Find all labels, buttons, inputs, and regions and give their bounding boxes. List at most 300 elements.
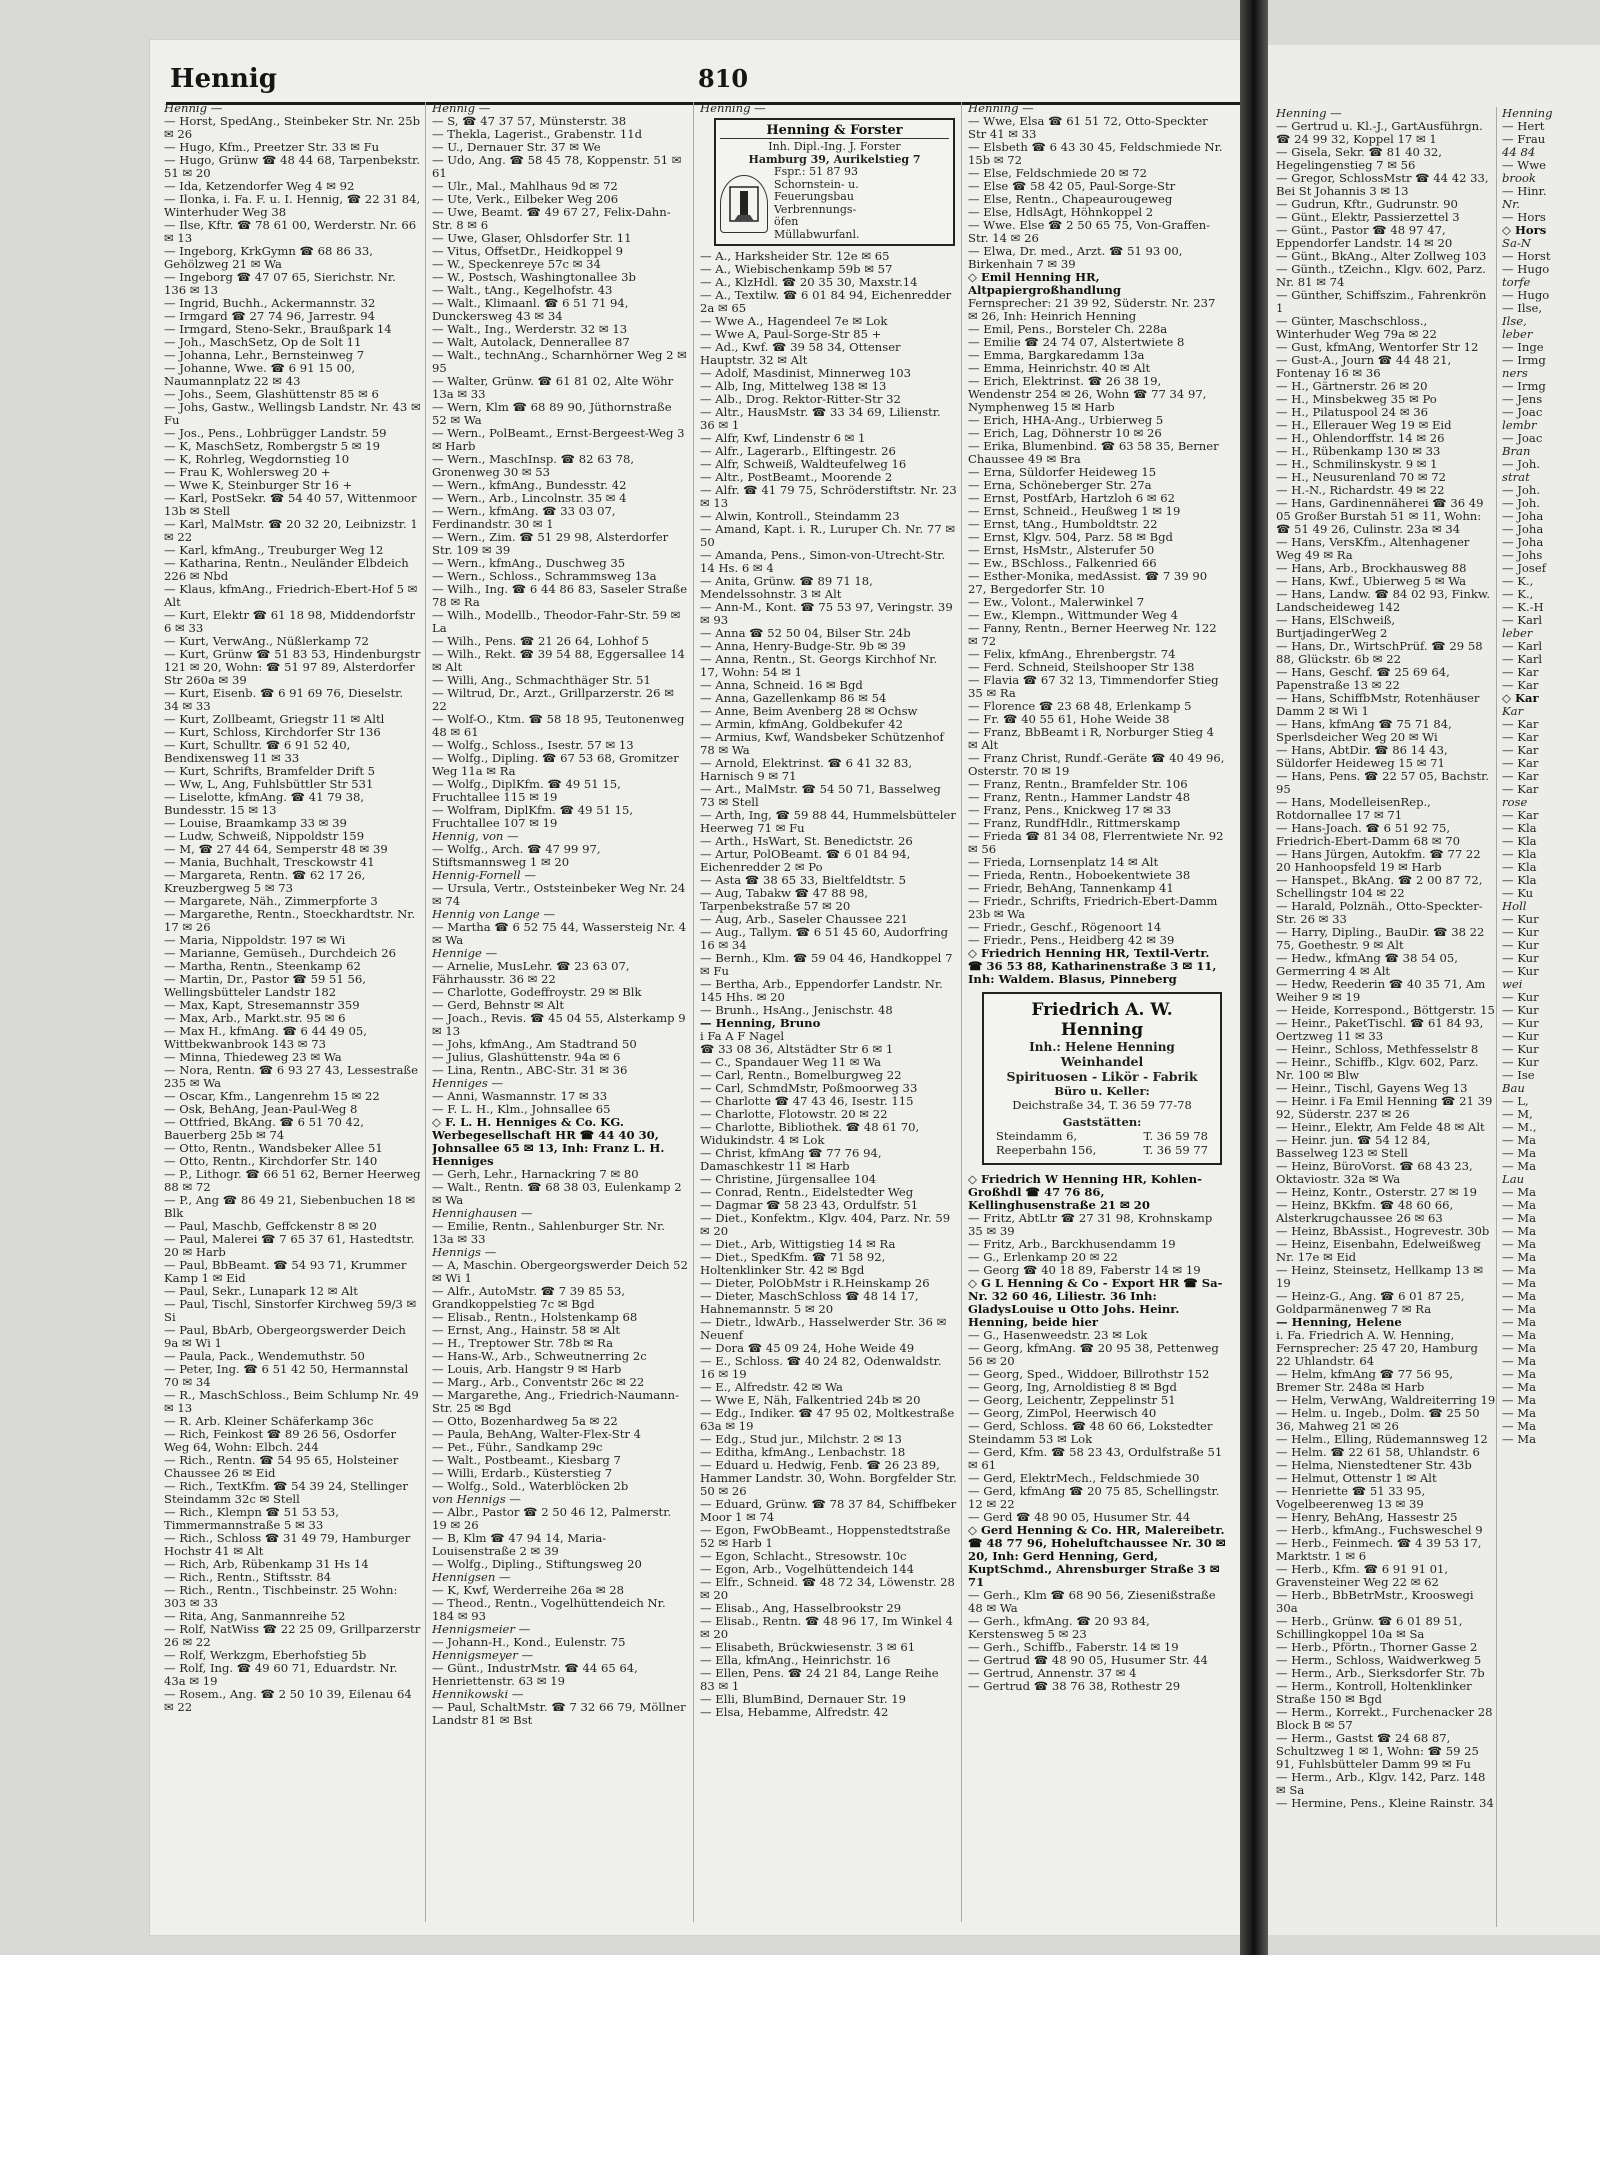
directory-entry: — Rita, Ang, Sanmannreihe 52 — [164, 1609, 346, 1623]
directory-entry: — K.-H — [1502, 600, 1544, 614]
directory-entry: — Bertha, Arb., Eppendorfer Landstr. Nr. 145 Hhs. ✉ 20 — [700, 977, 947, 1004]
directory-entry: — Franz, Rentn., Hammer Landstr 48 — [968, 790, 1191, 804]
directory-entry: — Aug, Tabakw ☎ 47 88 98, Tarpenbekstraße 57 ✉ 20 — [700, 886, 872, 913]
directory-entry: — Kur — [1502, 964, 1539, 978]
directory-entry: — Wern., MaschInsp. ☎ 82 63 78, Gronenweg 30 ✉ 53 — [432, 452, 638, 479]
directory-entry: ◇ Gerd Henning & Co. HR, Malereibetr. ☎ 48 77 96, Hoheluftchaussee Nr. 30 ✉ 20, Inh: Gerd Henning, Gerd, KuptSchmd., Ahrensburger Straße 3 ✉ 71 — [968, 1523, 1230, 1589]
directory-entry: — W., Speckenreye 57c ✉ 34 — [432, 257, 601, 271]
directory-entry: — Rolf, Ing. ☎ 49 60 71, Eduardstr. Nr. 43a ✉ 19 — [164, 1661, 402, 1688]
directory-entry: — Mania, Buchhalt, Tresckowstr 41 — [164, 855, 375, 869]
directory-entry: — Arnelie, MusLehr. ☎ 23 63 07, Fährhausstr. 36 ✉ 22 — [432, 959, 634, 986]
directory-entry: — Fr. ☎ 40 55 61, Hohe Weide 38 — [968, 712, 1170, 726]
directory-entry: lembr — [1502, 418, 1537, 432]
directory-entry: — Ma — [1502, 1250, 1537, 1264]
directory-entry: — Edg., Indiker. ☎ 47 95 02, Moltkestraße 63a ✉ 19 — [700, 1406, 958, 1433]
directory-entry: — Alfr, Kwf, Lindenstr 6 ✉ 1 — [700, 431, 866, 445]
directory-entry: — Carl, SchmdMstr, Poßmoorweg 33 — [700, 1081, 918, 1095]
directory-entry: — Wern., kfmAng. ☎ 33 03 07, Ferdinandstr. 30 ✉ 1 — [432, 504, 620, 531]
directory-entry: Henning — — [968, 102, 1034, 115]
directory-entry: — Wern., Schloss., Schrammsweg 13a — [432, 569, 657, 583]
directory-entry: — Heinr., PaketTischl. ☎ 61 84 93, Oertzweg 11 ✉ 33 — [1276, 1016, 1488, 1043]
directory-entry: — Max H., kfmAng. ☎ 6 44 49 05, Wittbekwanbrook 143 ✉ 73 — [164, 1024, 371, 1051]
directory-entry: — Elsbeth ☎ 6 43 30 45, Feldschmiede Nr. 15b ✉ 72 — [968, 140, 1227, 167]
directory-entry: — Ku — [1502, 886, 1534, 900]
directory-entry: — Johs — [1502, 548, 1543, 562]
directory-entry: — Kur — [1502, 1029, 1539, 1043]
directory-entry: — Wilh., Modellb., Theodor-Fahr-Str. 59 ✉ La — [432, 608, 685, 635]
directory-entry: — Herm., Arb., Sierksdorfer Str. 7b — [1276, 1666, 1485, 1680]
directory-entry: — Marianne, Gemüseh., Durchdeich 26 — [164, 946, 396, 960]
directory-entry: — Carl, Rentn., Bomelburgweg 22 — [700, 1068, 902, 1082]
directory-entry: — E., Alfredstr. 42 ✉ Wa — [700, 1380, 843, 1394]
directory-entry: — Gerd, ElektrMech., Feldschmiede 30 — [968, 1471, 1200, 1485]
directory-entry: — Günth., tZeichn., Klgv. 602, Parz. Nr. 81 ✉ 74 — [1276, 262, 1490, 289]
directory-entry: — Günter, Maschschloss., Winterhuder Weg 79a ✉ 22 — [1276, 314, 1437, 341]
directory-entry: — Walt., technAng., Scharnhörner Weg 2 ✉ 95 — [432, 348, 691, 375]
directory-entry: — Paula, BehAng, Walter-Flex-Str 4 — [432, 1427, 641, 1441]
directory-entry: — Fritz, AbtLtr ☎ 27 31 98, Krohnskamp 35 ✉ 39 — [968, 1211, 1216, 1238]
directory-entry: — Else, Feldschmiede 20 ✉ 72 — [968, 166, 1148, 180]
directory-entry: — Hans, Pens. ☎ 22 57 05, Bachstr. 95 — [1276, 769, 1493, 796]
directory-entry: — Ida, Ketzendorfer Weg 4 ✉ 92 — [164, 179, 355, 193]
directory-entry: — Helm. u. Ingeb., Dolm. ☎ 25 50 36, Mahweg 21 ✉ 26 — [1276, 1406, 1484, 1433]
directory-entry: — Georg, Sped., Widdoer, Billrothstr 152 — [968, 1367, 1210, 1381]
directory-entry: — Egon, Schlacht., Stresowstr. 10c — [700, 1549, 907, 1563]
directory-entry: — Wolf-O., Ktm. ☎ 58 18 95, Teutonenweg 48 ✉ 61 — [432, 712, 689, 739]
directory-entry: — Kar — [1502, 730, 1539, 744]
directory-entry: Henning — — [1276, 107, 1342, 120]
directory-entry: — Elsa, Hebamme, Alfredstr. 42 — [700, 1705, 889, 1719]
directory-entry: Hennig, von — — [432, 829, 519, 843]
directory-entry: — Gregor, SchlossMstr ☎ 44 42 33, Bei St Johannis 3 ✉ 13 — [1276, 171, 1493, 198]
directory-entry: ◇ F. L. H. Henniges & Co. KG. Werbegesellschaft HR ☎ 44 40 30, Johnsallee 65 ✉ 13, Inh: Franz L. H. Henniges — [432, 1115, 669, 1168]
directory-entry: — Georg, kfmAng. ☎ 20 95 38, Pettenweg 56 ✉ 20 — [968, 1341, 1223, 1368]
directory-entry: — Paula, Pack., Wendemuthstr. 50 — [164, 1349, 365, 1363]
directory-entry: — Josef — [1502, 561, 1547, 575]
directory-entry: — Christ, kfmAng ☎ 77 76 94, Damaschkestr 11 ✉ Harb — [700, 1146, 886, 1173]
directory-entry: Bau — [1502, 1081, 1525, 1095]
directory-entry: — Arth., HsWart, St. Benedictstr. 26 — [700, 834, 913, 848]
directory-entry: ◇ Friedrich W Henning HR, Kohlen-Großhdl ☎ 47 76 86, Kellinghusenstraße 21 ✉ 20 — [968, 1172, 1202, 1212]
directory-entry: ◇ Kar — [1502, 691, 1539, 705]
directory-entry: — Egon, Arb., Vogelhüttendeich 144 — [700, 1562, 914, 1576]
left-page — [150, 40, 1240, 1935]
directory-entry: — Heinz, BüroVorst. ☎ 68 43 23, Oktaviostr. 32a ✉ Wa — [1276, 1159, 1477, 1186]
directory-entry: strat — [1502, 470, 1530, 484]
directory-entry: — Jens — [1502, 392, 1543, 406]
directory-entry: — Jos., Pens., Lohbrügger Landstr. 59 — [164, 426, 387, 440]
directory-entry: — Kla — [1502, 873, 1537, 887]
directory-entry: — Walt., Postbeamt., Kiesbarg 7 — [432, 1453, 621, 1467]
directory-entry: — Wolfg., Sold., Waterblöcken 2b — [432, 1479, 629, 1493]
directory-entry: — Kar — [1502, 717, 1539, 731]
directory-entry: — Uwe, Beamt. ☎ 49 67 27, Felix-Dahn-Str. 8 ✉ 6 — [432, 205, 671, 232]
directory-entry: — Hedw, Reederin ☎ 40 35 71, Am Weiher 9 ✉ 19 — [1276, 977, 1489, 1004]
directory-entry: 44 84 — [1502, 145, 1536, 159]
directory-entry: — Ad., Kwf. ☎ 39 58 34, Ottenser Hauptstr. 32 ✉ Alt — [700, 340, 905, 367]
directory-entry: — Irmgard, Steno-Sekr., Braußpark 14 — [164, 322, 392, 336]
advert-body — [720, 166, 949, 241]
directory-entry: — Lina, Rentn., ABC-Str. 31 ✉ 36 — [432, 1063, 628, 1077]
directory-entry: — Paul, SchaltMstr. ☎ 7 32 66 79, Möllner Landstr 81 ✉ Bst — [432, 1700, 690, 1727]
directory-entry: — M., — [1502, 1120, 1537, 1134]
directory-entry: i. Fa. Friedrich A. W. Henning, Fernsprecher: 25 47 20, Hamburg 22 Uhlandstr. 64 — [1276, 1328, 1482, 1368]
directory-entry: Bran — [1502, 444, 1531, 458]
directory-entry: — Alb, Ing, Mittelweg 138 ✉ 13 — [700, 379, 887, 393]
directory-entry: — Paul, Sekr., Lunapark 12 ✉ Alt — [164, 1284, 358, 1298]
directory-entry: — Ma — [1502, 1380, 1537, 1394]
directory-entry: Kar — [1502, 704, 1524, 718]
directory-entry: ners — [1502, 366, 1528, 380]
directory-entry: — B, Klm ☎ 47 94 14, Maria-Louisenstraße 2 ✉ 39 — [432, 1531, 607, 1558]
directory-entry: — Frieda, Rentn., Hoboekentwiete 38 — [968, 868, 1191, 882]
directory-entry: — Joh. — [1502, 496, 1541, 510]
directory-entry: — Heide, Korrespond., Böttgerstr. 15 — [1276, 1003, 1495, 1017]
directory-entry: — W., Postsch, Washingtonallee 3b — [432, 270, 636, 284]
directory-entry: — Kla — [1502, 847, 1537, 861]
directory-entry: — H.-N., Richardstr. 49 ✉ 22 — [1276, 483, 1445, 497]
directory-entry: — Margarethe, Ang., Friedrich-Naumann-Str. 25 ✉ Bgd — [432, 1388, 680, 1415]
directory-entry: Henning — [1502, 107, 1553, 120]
directory-entry: — Wolfg., Dipling. ☎ 67 53 68, Gromitzer Weg 11a ✉ Ra — [432, 751, 683, 778]
directory-entry: — Ma — [1502, 1276, 1537, 1290]
directory-entry: — Joha — [1502, 522, 1544, 536]
directory-entry: — H., Pilatuspool 24 ✉ 36 — [1276, 405, 1429, 419]
directory-entry: — Karl — [1502, 639, 1543, 653]
directory-entry: — Elisab., Rentn., Holstenkamp 68 — [432, 1310, 638, 1324]
directory-entry: — Hans, kfmAng ☎ 75 71 84, Sperlsdeicher Weg 20 ✉ Wi — [1276, 717, 1456, 744]
directory-entry: — Ma — [1502, 1328, 1537, 1342]
directory-entry: — Heinr., Tischl, Gayens Weg 13 — [1276, 1081, 1468, 1095]
directory-entry: torfe — [1502, 275, 1531, 289]
advert-line: Schornstein- u. — [774, 177, 859, 191]
directory-entry: — Fanny, Rentn., Berner Heerweg Nr. 122 ✉ 72 — [968, 621, 1221, 648]
directory-entry: — Ma — [1502, 1185, 1537, 1199]
directory-entry: — Ottfried, BkAng. ☎ 6 51 70 42, Bauerberg 25b ✉ 74 — [164, 1115, 368, 1142]
directory-entry: — Friedr., Schrifts, Friedrich-Ebert-Damm 23b ✉ Wa — [968, 894, 1222, 921]
directory-entry: — Gertrud ☎ 48 90 05, Husumer Str. 44 — [968, 1653, 1208, 1667]
directory-entry: — Karl — [1502, 613, 1543, 627]
directory-entry: — Julius, Glashüttenstr. 94a ✉ 6 — [432, 1050, 621, 1064]
directory-entry: — P., Lithogr. ☎ 66 51 62, Berner Heerweg 88 ✉ 72 — [164, 1167, 425, 1194]
directory-entry: — Marg., Arb., Conventstr 26c ✉ 22 — [432, 1375, 645, 1389]
directory-entry: — Gudrun, Kftr., Gudrunstr. 90 — [1276, 197, 1458, 211]
directory-entry: — Walt., Ing., Werderstr. 32 ✉ 13 — [432, 322, 628, 336]
directory-entry: — Wern., Arb., Lincolnstr. 35 ✉ 4 — [432, 491, 627, 505]
directory-entry: — Martha ☎ 6 52 75 44, Wassersteig Nr. 4 ✉ Wa — [432, 920, 690, 947]
directory-entry: — Harry, Dipling., BauDir. ☎ 38 22 75, Goethestr. 9 ✉ Alt — [1276, 925, 1489, 952]
directory-entry: — Wwe. Else ☎ 2 50 65 75, Von-Graffen-Str. 14 ✉ 26 — [968, 218, 1211, 245]
directory-entry: — Ise — [1502, 1068, 1535, 1082]
directory-entry: — A., Harksheider Str. 12e ✉ 65 — [700, 249, 890, 263]
directory-entry: — Kur — [1502, 1003, 1539, 1017]
directory-entry: — Joac — [1502, 431, 1543, 445]
directory-entry: — Walt., Klimaanl. ☎ 6 51 71 94, Dunckersweg 43 ✉ 34 — [432, 296, 633, 323]
directory-entry: — Kurt, Eisenb. ☎ 6 91 69 76, Dieselstr. 34 ✉ 33 — [164, 686, 407, 713]
directory-entry: — Ann-M., Kont. ☎ 75 53 97, Veringstr. 39 ✉ 93 — [700, 600, 957, 627]
directory-entry: — Günt., Elektr, Passierzettel 3 — [1276, 210, 1460, 224]
directory-entry: — Ma — [1502, 1224, 1537, 1238]
directory-entry: — Heinr. jun. ☎ 54 12 84, Basselweg 123 ✉ Stell — [1276, 1133, 1435, 1160]
directory-entry: — Gerh., Klm ☎ 68 90 56, Ziesenißstraße 48 ✉ Wa — [968, 1588, 1220, 1615]
directory-entry: brook — [1502, 171, 1536, 185]
directory-entry: — Ma — [1502, 1302, 1537, 1316]
directory-entry: — Hans, Arb., Brockhausweg 88 — [1276, 561, 1467, 575]
advert2-title: Friedrich A. W. Henning — [1031, 1000, 1173, 1040]
directory-entry: — Hans, Dr., WirtschPrüf. ☎ 29 58 88, Glückstr. 6b ✉ 22 — [1276, 639, 1487, 666]
directory-entry: — Gust, kfmAng, Wentorfer Str 12 — [1276, 340, 1479, 354]
directory-entry: — Herb., BbBetrMstr., Krooswegi 30a — [1276, 1588, 1478, 1615]
advert-lines — [774, 166, 949, 241]
directory-entry: leber — [1502, 327, 1533, 341]
advert-owner: Inh. Dipl.-Ing. J. Forster — [768, 140, 901, 153]
directory-entry: — Irmg — [1502, 379, 1546, 393]
directory-entry: — Franz Christ, Rundf.-Geräte ☎ 40 49 96, Osterstr. 70 ✉ 19 — [968, 751, 1229, 778]
directory-entry: Hennige — — [432, 946, 498, 960]
directory-entry: — Joac — [1502, 405, 1543, 419]
directory-entry: — Armin, kfmAng, Goldbekufer 42 — [700, 717, 903, 731]
directory-entry: — Hans, Landw. ☎ 84 02 93, Finkw. Landscheideweg 142 — [1276, 587, 1494, 614]
directory-entry: — Walt., tAng., Kegelhofstr. 43 — [432, 283, 613, 297]
directory-entry: — Franz, Rentn., Bramfelder Str. 106 — [968, 777, 1188, 791]
directory-entry: — P., Ang ☎ 86 49 21, Siebenbuchen 18 ✉ Blk — [164, 1193, 419, 1220]
directory-entry: — Gerh., kfmAng. ☎ 20 93 84, Kerstensweg 5 ✉ 23 — [968, 1614, 1154, 1641]
directory-entry: — Rolf, NatWiss ☎ 22 25 09, Grillparzerstr 26 ✉ 22 — [164, 1622, 424, 1649]
directory-entry: — Dieter, MaschSchloss ☎ 48 14 17, Hahnemannstr. 5 ✉ 20 — [700, 1289, 923, 1316]
directory-entry: — Amand, Kapt. i. R., Luruper Ch. Nr. 77 ✉ 50 — [700, 522, 959, 549]
directory-entry: — Kurt, Schloss, Kirchdorfer Str 136 — [164, 725, 381, 739]
directory-entry: — Diet., SpedKfm. ☎ 71 58 92, Holtenklinker Str. 42 ✉ Bgd — [700, 1250, 889, 1277]
directory-entry: — Kla — [1502, 860, 1537, 874]
directory-entry: — Wwe E, Näh, Falkentried 24b ✉ 20 — [700, 1393, 921, 1407]
directory-entry: — Joach., Revis. ☎ 45 04 55, Alsterkamp 9 ✉ 13 — [432, 1011, 690, 1038]
directory-entry: — Anne, Beim Avenberg 28 ✉ Ochsw — [700, 704, 918, 718]
directory-entry: — Erna, Süldorfer Heideweg 15 — [968, 465, 1157, 479]
directory-entry: — Rich, Feinkost ☎ 89 26 56, Osdorfer Weg 64, Wohn: Elbch. 244 — [164, 1427, 400, 1454]
directory-column-2 — [432, 102, 694, 1922]
directory-entry: Hennig — — [164, 102, 223, 115]
directory-entry: — Wolfg., Dipling., Stiftungsweg 20 — [432, 1557, 642, 1571]
directory-entry: — Ingeborg, KrkGymn ☎ 68 86 33, Gehölzweg 21 ✉ Wa — [164, 244, 377, 271]
page-number: 810 — [698, 64, 749, 93]
directory-entry: — Ww, L, Ang, Fuhlsbüttler Str 531 — [164, 777, 374, 791]
directory-entry: rose — [1502, 795, 1528, 809]
directory-entry: — Edg., Stud jur., Milchstr. 2 ✉ 13 — [700, 1432, 902, 1446]
directory-entry: — Friedr., Geschf., Rögenoort 14 — [968, 920, 1162, 934]
directory-entry: — Uwe, Glaser, Ohlsdorfer Str. 11 — [432, 231, 632, 245]
directory-entry: — Rich., Klempn ☎ 51 53 53, Timmermannstraße 5 ✉ 33 — [164, 1505, 343, 1532]
directory-entry: — Adolf, Masdinist, Minnerweg 103 — [700, 366, 911, 380]
directory-entry: — Heinr. i Fa Emil Henning ☎ 21 39 92, Süderstr. 237 ✉ 26 — [1276, 1094, 1497, 1121]
directory-entry: Sa-N — [1502, 236, 1531, 250]
directory-entry: — Ma — [1502, 1367, 1537, 1381]
directory-entry: — Flavia ☎ 67 32 13, Timmendorfer Stieg 35 ✉ Ra — [968, 673, 1223, 700]
directory-entry: — Anni, Wasmannstr. 17 ✉ 33 — [432, 1089, 608, 1103]
directory-entry: — Charlotte, Bibliothek. ☎ 48 61 70, Widukindstr. 4 ✉ Lok — [700, 1120, 923, 1147]
directory-entry: — Dagmar ☎ 58 23 43, Ordulfstr. 51 — [700, 1198, 919, 1212]
directory-entry: — Louise, Braamkamp 33 ✉ 39 — [164, 816, 347, 830]
directory-entry: — Hugo, Grünw ☎ 48 44 68, Tarpenbekstr. 51 ✉ 20 — [164, 153, 424, 180]
directory-entry: — Brunh., HsAng., Jenischstr. 48 — [700, 1003, 893, 1017]
directory-entry: — Kar — [1502, 769, 1539, 783]
directory-entry: — Horst — [1502, 249, 1551, 263]
directory-entry: — Rosem., Ang. ☎ 2 50 10 39, Eilenau 64 ✉ 22 — [164, 1687, 416, 1714]
directory-entry: ◇ G L Henning & Co - Export HR ☎ Sa-Nr. 32 60 46, Liliestr. 36 Inh: GladysLouise u Otto Johs. Heinr. Henning, beide hier — [968, 1276, 1223, 1329]
directory-entry: — Esther-Monika, medAssist. ☎ 7 39 90 27, Bergedorfer Str. 10 — [968, 569, 1211, 596]
directory-entry: Henniges — — [432, 1076, 504, 1090]
directory-entry: Holl — [1502, 899, 1527, 913]
directory-entry: — K, MaschSetz, Rombergstr 5 ✉ 19 — [164, 439, 380, 453]
directory-entry: Hennigsmeyer — — [432, 1648, 534, 1662]
directory-entry: — Aug., Tallym. ☎ 6 51 45 60, Audorfring 16 ✉ 34 — [700, 925, 952, 952]
directory-entry: — Osk, BehAng, Jean-Paul-Weg 8 — [164, 1102, 358, 1116]
directory-entry: — Louis, Arb. Hangstr 9 ✉ Harb — [432, 1362, 622, 1376]
advert-title: Henning & Forster — [720, 123, 949, 139]
directory-entry: — Anna, Schneid. 16 ✉ Bgd — [700, 678, 863, 692]
directory-entry: — Hans, Kwf., Ubierweg 5 ✉ Wa — [1276, 574, 1467, 588]
advert2-place: Steindamm 6, — [996, 1129, 1078, 1143]
directory-entry: — Kur — [1502, 912, 1539, 926]
directory-entry: — Helmut, Ottenstr 1 ✉ Alt — [1276, 1471, 1437, 1485]
directory-entry: — Emma, Bargkaredamm 13a — [968, 348, 1145, 362]
directory-entry: — Dieter, PolObMstr i R.Heinskamp 26 — [700, 1276, 930, 1290]
advert2-row-1 — [990, 1129, 1214, 1143]
directory-entry: — Hans-W., Arb., Schweutnerring 2c — [432, 1349, 647, 1363]
directory-entry: — Kur — [1502, 1055, 1539, 1069]
directory-entry: — Vitus, OffsetDr., Heidkoppel 9 — [432, 244, 624, 258]
directory-entry: — Walt., Rentn. ☎ 68 38 03, Eulenkamp 2 ✉ Wa — [432, 1180, 686, 1207]
directory-entry: — Wwe — [1502, 158, 1546, 172]
directory-entry: — Franz, RundfHdlr., Rittmerskamp — [968, 816, 1181, 830]
directory-entry: — Max, Arb., Markt.str. 95 ✉ 6 — [164, 1011, 346, 1025]
directory-entry: — Max, Kapt, Stresemannstr 359 — [164, 998, 360, 1012]
directory-entry: — Eduard u. Hedwig, Fenb. ☎ 26 23 89, Hammer Landstr. 30, Wohn. Borgfelder Str. 50 ✉ 26 — [700, 1458, 961, 1498]
directory-entry: — Karl, PostSekr. ☎ 54 40 57, Wittenmoor 13b ✉ Stell — [164, 491, 421, 518]
directory-entry: — Hanspet., BkAng. ☎ 2 00 87 72, Schellingstr 104 ✉ 22 — [1276, 873, 1487, 900]
directory-entry: — Karl — [1502, 652, 1543, 666]
directory-entry: — Klaus, kfmAng., Friedrich-Ebert-Hof 5 ✉ Alt — [164, 582, 422, 609]
directory-entry: — Ma — [1502, 1341, 1537, 1355]
directory-entry: — Paul, BbBeamt. ☎ 54 93 71, Krummer Kamp 1 ✉ Eid — [164, 1258, 411, 1285]
directory-entry: — Kurt, Schrifts, Bramfelder Drift 5 — [164, 764, 376, 778]
directory-entry: — Wolfg., Schloss., Isestr. 57 ✉ 13 — [432, 738, 634, 752]
directory-entry: — Hans, SchiffbMstr, Rotenhäuser Damm 2 ✉ Wi 1 — [1276, 691, 1484, 718]
advert2-line5: Gaststätten: — [1062, 1115, 1142, 1129]
directory-entry: — Kurt, Grünw ☎ 51 83 53, Hindenburgstr 121 ✉ 20, Wohn: ☎ 51 97 89, Alsterdorfer Str 260a ✉ 39 — [164, 647, 424, 687]
directory-entry: — Henry, BehAng, Hassestr 25 — [1276, 1510, 1458, 1524]
directory-entry: — Christine, Jürgensallee 104 — [700, 1172, 877, 1186]
directory-entry: — Anna, Gazellenkamp 86 ✉ 54 — [700, 691, 887, 705]
directory-entry: — Wilh., Rekt. ☎ 39 54 88, Eggersallee 14 ✉ Alt — [432, 647, 689, 674]
directory-entry: — Ernst, tAng., Humboldtstr. 22 — [968, 517, 1158, 531]
directory-entry: — Georg ☎ 40 18 89, Faberstr 14 ✉ 19 — [968, 1263, 1201, 1277]
directory-entry: — Eduard, Grünw. ☎ 78 37 84, Schiffbeker Moor 1 ✉ 74 — [700, 1497, 960, 1524]
directory-entry: — Kur — [1502, 1016, 1539, 1030]
directory-entry: — Wolfram, DiplKfm. ☎ 49 51 15, Fruchtallee 107 ✉ 19 — [432, 803, 637, 830]
directory-entry: — Wern., PolBeamt., Ernst-Bergeest-Weg 3 ✉ Harb — [432, 426, 689, 453]
directory-entry: — Oscar, Kfm., Langenrehm 15 ✉ 22 — [164, 1089, 380, 1103]
directory-entry: — Heinz, BbAssist., Hogrevestr. 30b — [1276, 1224, 1490, 1238]
directory-entry: — Friedr, BehAng, Tannenkamp 41 — [968, 881, 1174, 895]
directory-entry: — Ma — [1502, 1146, 1537, 1160]
directory-entry: — Ferd. Schneid, Steilshooper Str 138 — [968, 660, 1195, 674]
directory-entry: — Heinr., Schloss, Methfesselstr 8 — [1276, 1042, 1479, 1056]
directory-entry: — Altr., HausMstr. ☎ 33 34 69, Lilienstr. 36 ✉ 1 — [700, 405, 945, 432]
directory-entry: Fernsprecher: 21 39 92, Süderstr. Nr. 237 ✉ 26, Inh: Heinrich Henning — [968, 296, 1220, 323]
directory-entry: — Johs, kfmAng., Am Stadtrand 50 — [432, 1037, 637, 1051]
directory-entry: — Armius, Kwf, Wandsbeker Schützenhof 78 ✉ Wa — [700, 730, 948, 757]
directory-entry: — Georg, Leichentr, Zeppelinstr 51 — [968, 1393, 1176, 1407]
directory-entry: ◇ Emil Henning HR, Altpapiergroßhandlung — [968, 270, 1121, 297]
directory-entry: Lau — [1502, 1172, 1525, 1186]
directory-entry: — Kur — [1502, 951, 1539, 965]
directory-entry: — Erich, Lag, Döhnerstr 10 ✉ 26 — [968, 426, 1162, 440]
directory-entry: — Ella, kfmAng., Heinrichstr. 16 — [700, 1653, 891, 1667]
directory-entry: — Ma — [1502, 1198, 1537, 1212]
directory-entry: — Heinz-G., Ang. ☎ 6 01 87 25, Goldparmänenweg 7 ✉ Ra — [1276, 1289, 1469, 1316]
directory-entry: — Henriette ☎ 51 33 95, Vogelbeerenweg 13 ✉ 39 — [1276, 1484, 1429, 1511]
advert-friedrich-henning — [982, 992, 1222, 1165]
directory-entry: leber — [1502, 626, 1533, 640]
directory-entry: — Dora ☎ 45 09 24, Hohe Weide 49 — [700, 1341, 915, 1355]
directory-entry: — Heinr., Schiffb., Klgv. 602, Parz. Nr. 100 ✉ Blw — [1276, 1055, 1483, 1082]
directory-entry: — F. L. H., Klm., Johnsallee 65 — [432, 1102, 611, 1116]
directory-entry: Henning — — [700, 102, 766, 115]
directory-entry: — Frau K, Wohlersweg 20 + — [164, 465, 331, 479]
directory-entry: — Hans, AbtDir. ☎ 86 14 43, Süldorfer Heideweg 15 ✉ 71 — [1276, 743, 1452, 770]
directory-entry: — Margareta, Rentn. ☎ 62 17 26, Kreuzbergweg 5 ✉ 73 — [164, 868, 369, 895]
directory-entry: — Asta ☎ 38 65 33, Bieltfeldtstr. 5 — [700, 873, 907, 887]
directory-entry: — Erich, HHA-Ang., Urbierweg 5 — [968, 413, 1164, 427]
directory-entry: — Hinr. — [1502, 184, 1547, 198]
directory-entry: — Ingrid, Buchh., Ackermannstr. 32 — [164, 296, 376, 310]
directory-entry: — Ilonka, i. Fa. F. u. I. Hennig, ☎ 22 31 84, Winterhuder Weg 38 — [164, 192, 424, 219]
directory-entry: — Kar — [1502, 782, 1539, 796]
directory-entry: — Gertrud u. Kl.-J., GartAusführgn. ☎ 24 99 32, Koppel 17 ✉ 1 — [1276, 119, 1487, 146]
directory-entry: — Rich., Rentn., Stiftsstr. 84 — [164, 1570, 332, 1584]
directory-entry: — Wolfg., DiplKfm. ☎ 49 51 15, Fruchtallee 115 ✉ 19 — [432, 777, 625, 804]
directory-entry: — Art., MalMstr. ☎ 54 50 71, Basselweg 73 ✉ Stell — [700, 782, 945, 809]
directory-entry: — Diet., Arb, Wittigstieg 14 ✉ Ra — [700, 1237, 896, 1251]
directory-entry: — Ma — [1502, 1419, 1537, 1433]
directory-entry: — Günther, Schiffszim., Fahrenkrön 1 — [1276, 288, 1490, 315]
directory-entry: — Elisab., Ang, Hasselbrookstr 29 — [700, 1601, 902, 1615]
directory-entry: — R., MaschSchloss., Beim Schlump Nr. 49 ✉ 13 — [164, 1388, 423, 1415]
directory-entry: — G., Hasenweedstr. 23 ✉ Lok — [968, 1328, 1148, 1342]
directory-entry: — Alfr., AutoMstr. ☎ 7 39 85 53, Grandkoppelstieg 7c ✉ Bgd — [432, 1284, 629, 1311]
directory-entry: — Walter, Grünw. ☎ 61 81 02, Alte Wöhr 13a ✉ 33 — [432, 374, 677, 401]
advert-line: Müllabwurfanl. — [774, 227, 860, 241]
directory-entry: — Johs., Seem, Glashüttenstr 85 ✉ 6 — [164, 387, 379, 401]
directory-entry: — Harald, Polznäh., Otto-Speckter-Str. 26 ✉ 33 — [1276, 899, 1483, 926]
directory-entry: — Artur, PolOBeamt. ☎ 6 01 84 94, Eichenredder 2 ✉ Po — [700, 847, 914, 874]
directory-entry: — Hans, ElSchweiß, BurtjadingerWeg 2 — [1276, 613, 1399, 640]
directory-entry: — Ew., BSchloss., Falkenried 66 — [968, 556, 1157, 570]
directory-entry: — H., Ellerauer Weg 19 ✉ Eid — [1276, 418, 1452, 432]
directory-entry: — Alfr. ☎ 41 79 75, Schröderstiftstr. Nr. 23 ✉ 13 — [700, 483, 961, 510]
directory-entry: — A., KlzHdl. ☎ 20 35 30, Maxstr.14 — [700, 275, 918, 289]
directory-entry: — Kurt, Zollbeamt, Griegstr 11 ✉ Altl — [164, 712, 385, 726]
directory-entry: — Horst, SpedAng., Steinbeker Str. Nr. 25b ✉ 26 — [164, 114, 424, 141]
directory-entry: — Kar — [1502, 808, 1539, 822]
directory-entry: — Wilh., Ing. ☎ 6 44 86 83, Saseler Straße 78 ✉ Ra — [432, 582, 691, 609]
book-gutter — [1240, 0, 1268, 1955]
directory-entry: — Ma — [1502, 1354, 1537, 1368]
directory-entry: — Wolfg., Arch. ☎ 47 99 97, Stiftsmannsweg 1 ✉ 20 — [432, 842, 605, 869]
directory-entry: — Anna, Henry-Budge-Str. 9b ✉ 39 — [700, 639, 906, 653]
directory-entry: — Margarethe, Rentn., Stoeckhardtstr. Nr. 17 ✉ 26 — [164, 907, 419, 934]
directory-entry: — Wern., kfmAng., Duschweg 35 — [432, 556, 626, 570]
